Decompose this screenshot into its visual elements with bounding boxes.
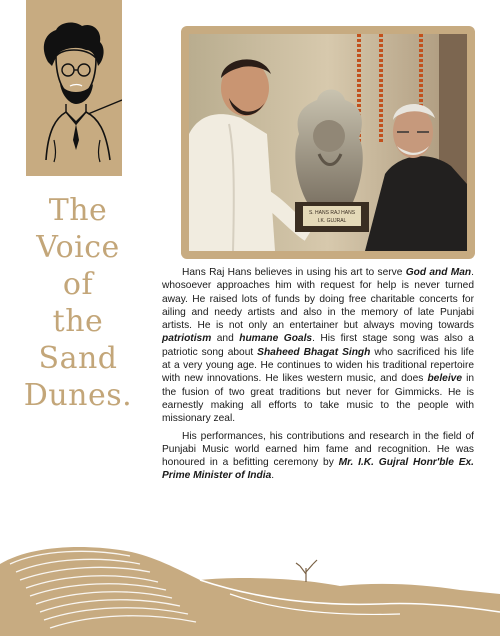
line-drawing-portrait-icon	[26, 0, 122, 176]
title-line-2: Voice	[36, 230, 120, 265]
paragraph-2: His performances, his contributions and research in the field of Punjabi Music world earned him fame and recognition. He was honoured in a befitting ceremony by Mr. I.K. Gujral Honr'ble Ex. Prime Minister of India.	[162, 430, 474, 482]
trophy-plate-line-1: S. HANS RAJ HANS	[308, 210, 356, 216]
title-line-3: of	[62, 267, 94, 302]
article-body	[162, 266, 474, 487]
portrait-panel	[26, 0, 122, 176]
title-line-4: the	[52, 304, 104, 339]
award-photo-frame	[181, 26, 475, 259]
trophy-plate-line-2: I.K. GUJRAL	[317, 218, 347, 224]
paragraph-1: Hans Raj Hans believes in using his art to serve God and Man. whosoever approaches him with request for help is never turned away. He raised lots of funds by doing free charitable concerts for ailing and needy artists and also in the memory of late Punjabi artists. He is not only an entertainer but always moving towards patriotism and humane Goals. His first stage song was also a patriotic song about Shaheed Bhagat Singh who sacrificed his life at a very young age. He continues to widen his traditional repertoire with new innovations. He likes western music, and does beleive in the fusion of two great traditions but never for Gimmicks. He is earnestly making all efforts to take music to the people with missionary zeal.	[162, 267, 475, 425]
title-line-5: Sand	[38, 341, 118, 376]
title-line-1: The	[48, 193, 108, 228]
award-presentation-photo-icon	[189, 34, 467, 251]
title-line-6: Dunes.	[23, 378, 133, 413]
sand-dunes-illustration-icon	[0, 520, 500, 636]
vertical-title	[18, 192, 138, 414]
